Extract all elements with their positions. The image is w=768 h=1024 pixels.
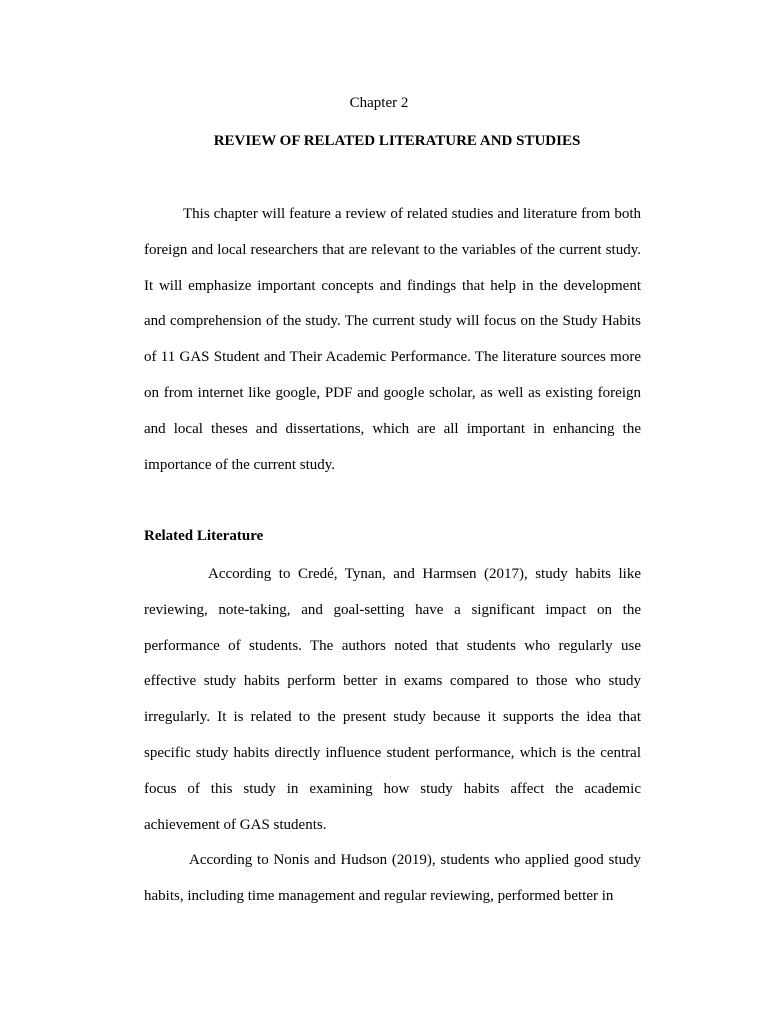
chapter-title: REVIEW OF RELATED LITERATURE AND STUDIES xyxy=(213,133,581,149)
body-paragraph: According to Credé, Tynan, and Harmsen (2017), study habits like reviewing, note-taking, and goal-setting have a significant impact on the performance of students. The authors noted that students who regularly use effective study habits perform better in exams compared to those who study irregularly. It is related to the present study because it supports the idea that specific study habits directly influence student performance, which is the central focus of this study in examining how study habits affect the academic achievement of GAS students. xyxy=(144,566,641,833)
chapter-label: Chapter 2 xyxy=(349,95,409,111)
intro-paragraph: This chapter will feature a review of related studies and literature from both foreign and local researchers that are relevant to the variables of the current study. It will emphasize important concepts and findings that help in the development and comprehension of the study. The current study will focus on the Study Habits of 11 GAS Student and Their Academic Performance. The literature sources more on from internet like google, PDF and google scholar, as well as existing foreign and local theses and dissertations, which are all important in enhancing the importance of the current study. xyxy=(144,206,641,473)
body-paragraph: According to Nonis and Hudson (2019), students who applied good study habits, including time management and regular reviewing, performed better in xyxy=(144,852,641,904)
section-heading: Related Literature xyxy=(144,528,264,544)
